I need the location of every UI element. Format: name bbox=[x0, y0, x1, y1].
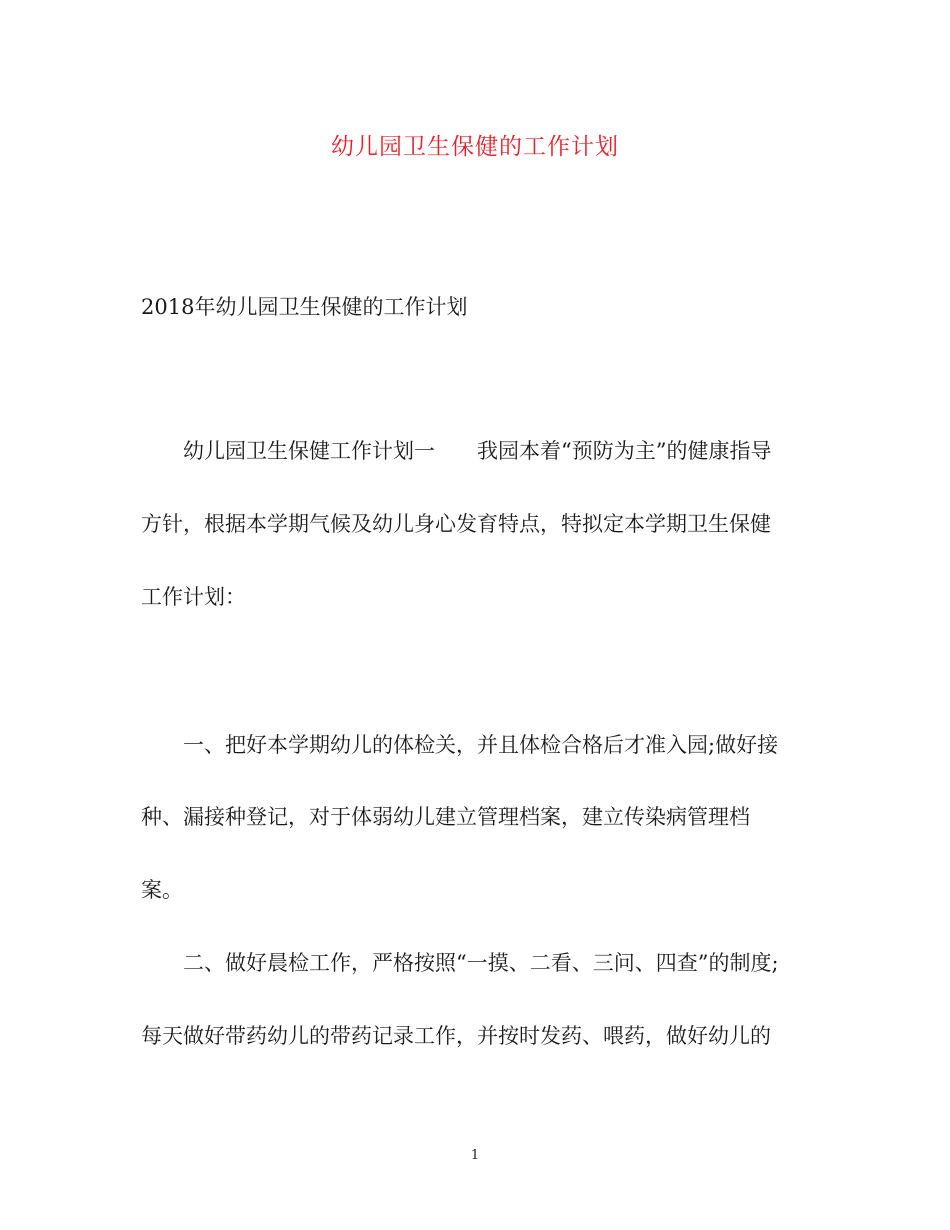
paragraph-line: 幼儿园卫生保健工作计划一 我园本着“预防为主”的健康指导 bbox=[183, 439, 772, 463]
paragraph-line: 工作计划： bbox=[141, 585, 246, 609]
paragraph-line: 二、做好晨检工作，严格按照“一摸、二看、三问、四查”的制度; bbox=[183, 951, 779, 975]
paragraph-line: 一、把好本学期幼儿的体检关，并且体检合格后才准入园;做好接 bbox=[183, 733, 779, 757]
page-number: 1 bbox=[470, 1148, 480, 1163]
paragraph-line: 种、漏接种登记，对于体弱幼儿建立管理档案，建立传染病管理档 bbox=[141, 805, 750, 829]
paragraph-line: 每天做好带药幼儿的带药记录工作，并按时发药、喂药，做好幼儿的 bbox=[141, 1024, 771, 1048]
document-subtitle: 2018年幼儿园卫生保健的工作计划 bbox=[141, 295, 468, 319]
paragraph-line: 方针，根据本学期气候及幼儿身心发育特点，特拟定本学期卫生保健 bbox=[141, 512, 771, 536]
document-title: 幼儿园卫生保健的工作计划 bbox=[331, 134, 619, 160]
paragraph-line: 案。 bbox=[141, 878, 183, 902]
